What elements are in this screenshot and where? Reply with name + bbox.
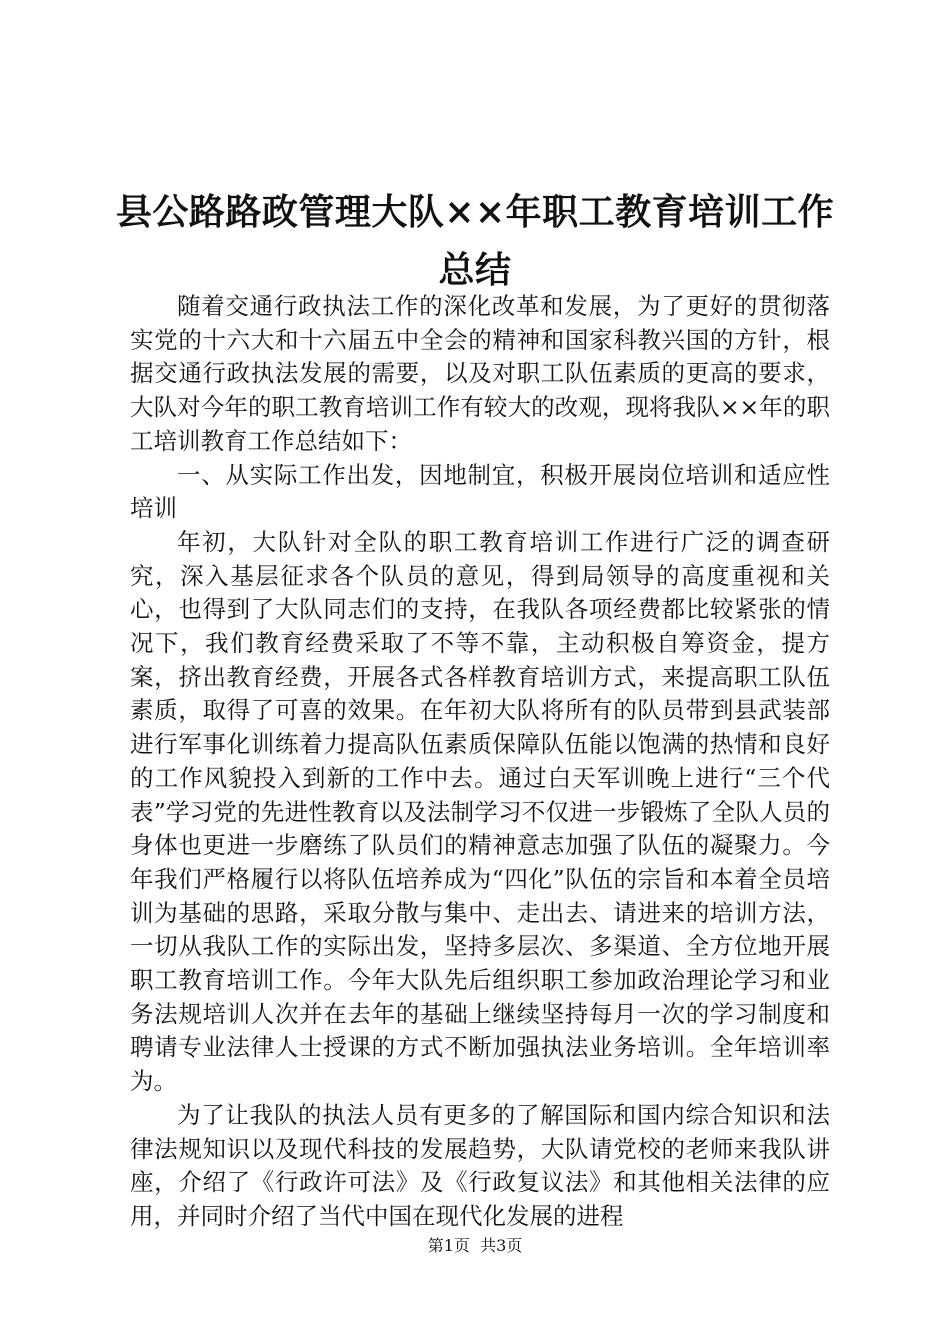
document-title <box>100 183 850 299</box>
page-number: 第1页 共3页 <box>427 1236 523 1255</box>
paragraph-lectures: 为了让我队的执法人员有更多的了解国际和国内综合知识和法律法规知识以及现代科技的发展趋势，大队请党校的老师来我队讲座，介绍了《行政许可法》及《行政复议法》和其他相关法律的应用，并同时介绍了当代中国在现代化发展的进程 <box>130 1100 830 1230</box>
paragraph-intro: 随着交通行政执法工作的深化改革和发展，为了更好的贯彻落实党的十六大和十六届五中全会的精神和国家科教兴国的方针，根据交通行政执法发展的需要，以及对职工队伍素质的更高的要求，大队对今年的职工教育培训工作有较大的改观，现将我队××年的职工培训教育工作总结如下： <box>130 292 830 455</box>
section-heading-1: 一、从实际工作出发，因地制宜，积极开展岗位培训和适应性培训 <box>130 460 830 523</box>
title-line-2: 总结 <box>438 249 512 291</box>
paragraph-training: 年初，大队针对全队的职工教育培训工作进行广泛的调查研究，深入基层征求各个队员的意见，得到局领导的高度重视和关心，也得到了大队同志们的支持，在我队各项经费都比较紧张的情况下，我们教育经费采取了不等不靠，主动积极自筹资金，提方案，挤出教育经费，开展各式各样教育培训方式，来提高职工队伍素质，取得了可喜的效果。在年初大队将所有的队员带到县武装部进行军事化训练着力提高队伍素质保障队伍能以饱满的热情和良好的工作风貌投入到新的工作中去。通过白天军训晚上进行“三个代表”学习党的先进性教育以及法制学习不仅进一步锻炼了全队人员的身体也更进一步磨练了队员们的精神意志加强了队伍的凝聚力。今年我们严格履行以将队伍培养成为“四化”队伍的宗旨和本着全员培训为基础的思路，采取分散与集中、走出去、请进来的培训方法，一切从我队工作的实际出发，坚持多层次、多渠道、全方位地开展职工教育培训工作。今年大队先后组织职工参加政治理论学习和业务法规培训人次并在去年的基础上继续坚持每月一次的学习制度和聘请专业法律人士授课的方式不断加强执法业务培训。全年培训率为。 <box>130 527 830 1096</box>
title-line-1: 县公路路政管理大队××年职工教育培训工作 <box>115 191 835 233</box>
document-body <box>130 290 830 1234</box>
page-footer <box>0 1236 950 1256</box>
